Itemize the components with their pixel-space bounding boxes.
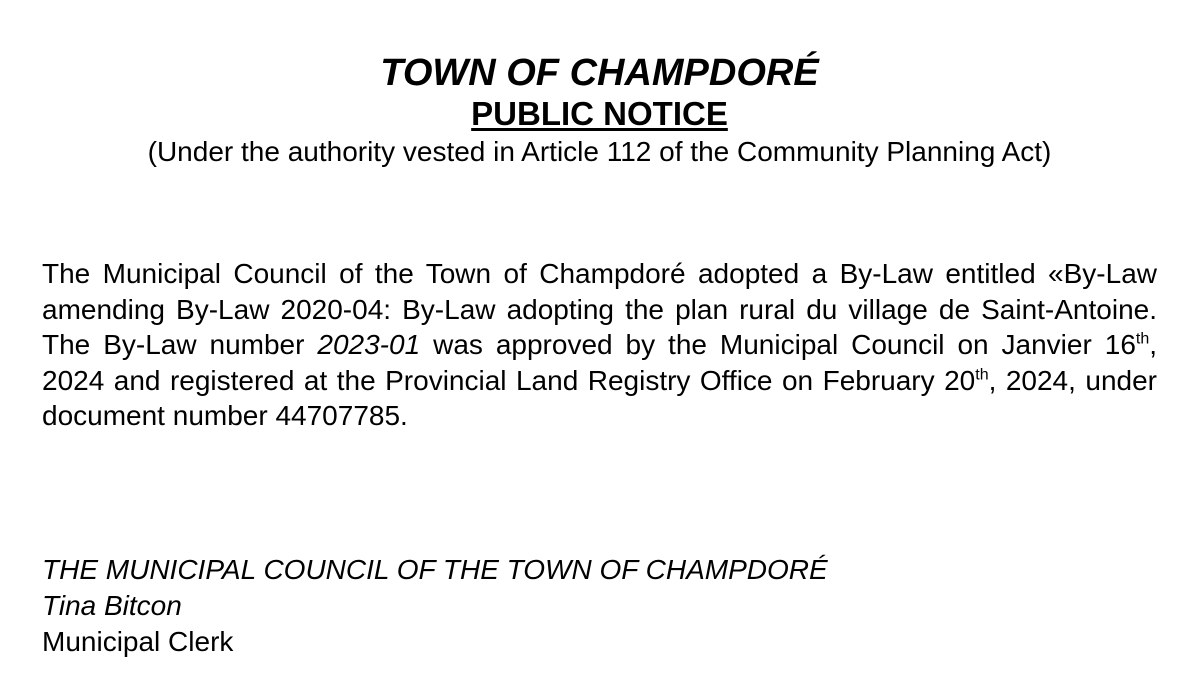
public-notice [42,0,1157,660]
ordinal-suffix-registered: th [975,366,989,384]
ordinal-suffix-approved: th [1135,330,1150,348]
body-text-part-2: was approved by the Municipal Council on Janvier 16 [420,329,1136,360]
signatory-role: Municipal Clerk [42,625,234,657]
signatory-name: Tina Bitcon [42,589,182,621]
body-text-part-3: , 2024 and registered at the Provincial Land Registry Office on February 20 [42,329,1158,396]
council-name: THE MUNICIPAL COUNCIL OF THE TOWN OF CHAMPDORÉ [42,553,828,585]
notice-title: TOWN OF CHAMPDORÉ [380,52,819,94]
authority-line: (Under the authority vested in Article 112 of the Community Planning Act) [147,136,1052,167]
body-text-part-4: , 2024, under document number 44707785. [42,364,1157,431]
notice-body [42,256,1157,434]
bylaw-number: 2023-01 [317,329,421,360]
signature-block [42,552,1157,660]
notice-subtitle: PUBLIC NOTICE [471,95,728,132]
body-text-part-1: The Municipal Council of the Town of Champdoré adopted a By-Law entitled «By-Law amending By-Law 2020-04: By-Law adopting the plan rural du village de Saint-Antoine. The By-Law number [42,258,1157,360]
